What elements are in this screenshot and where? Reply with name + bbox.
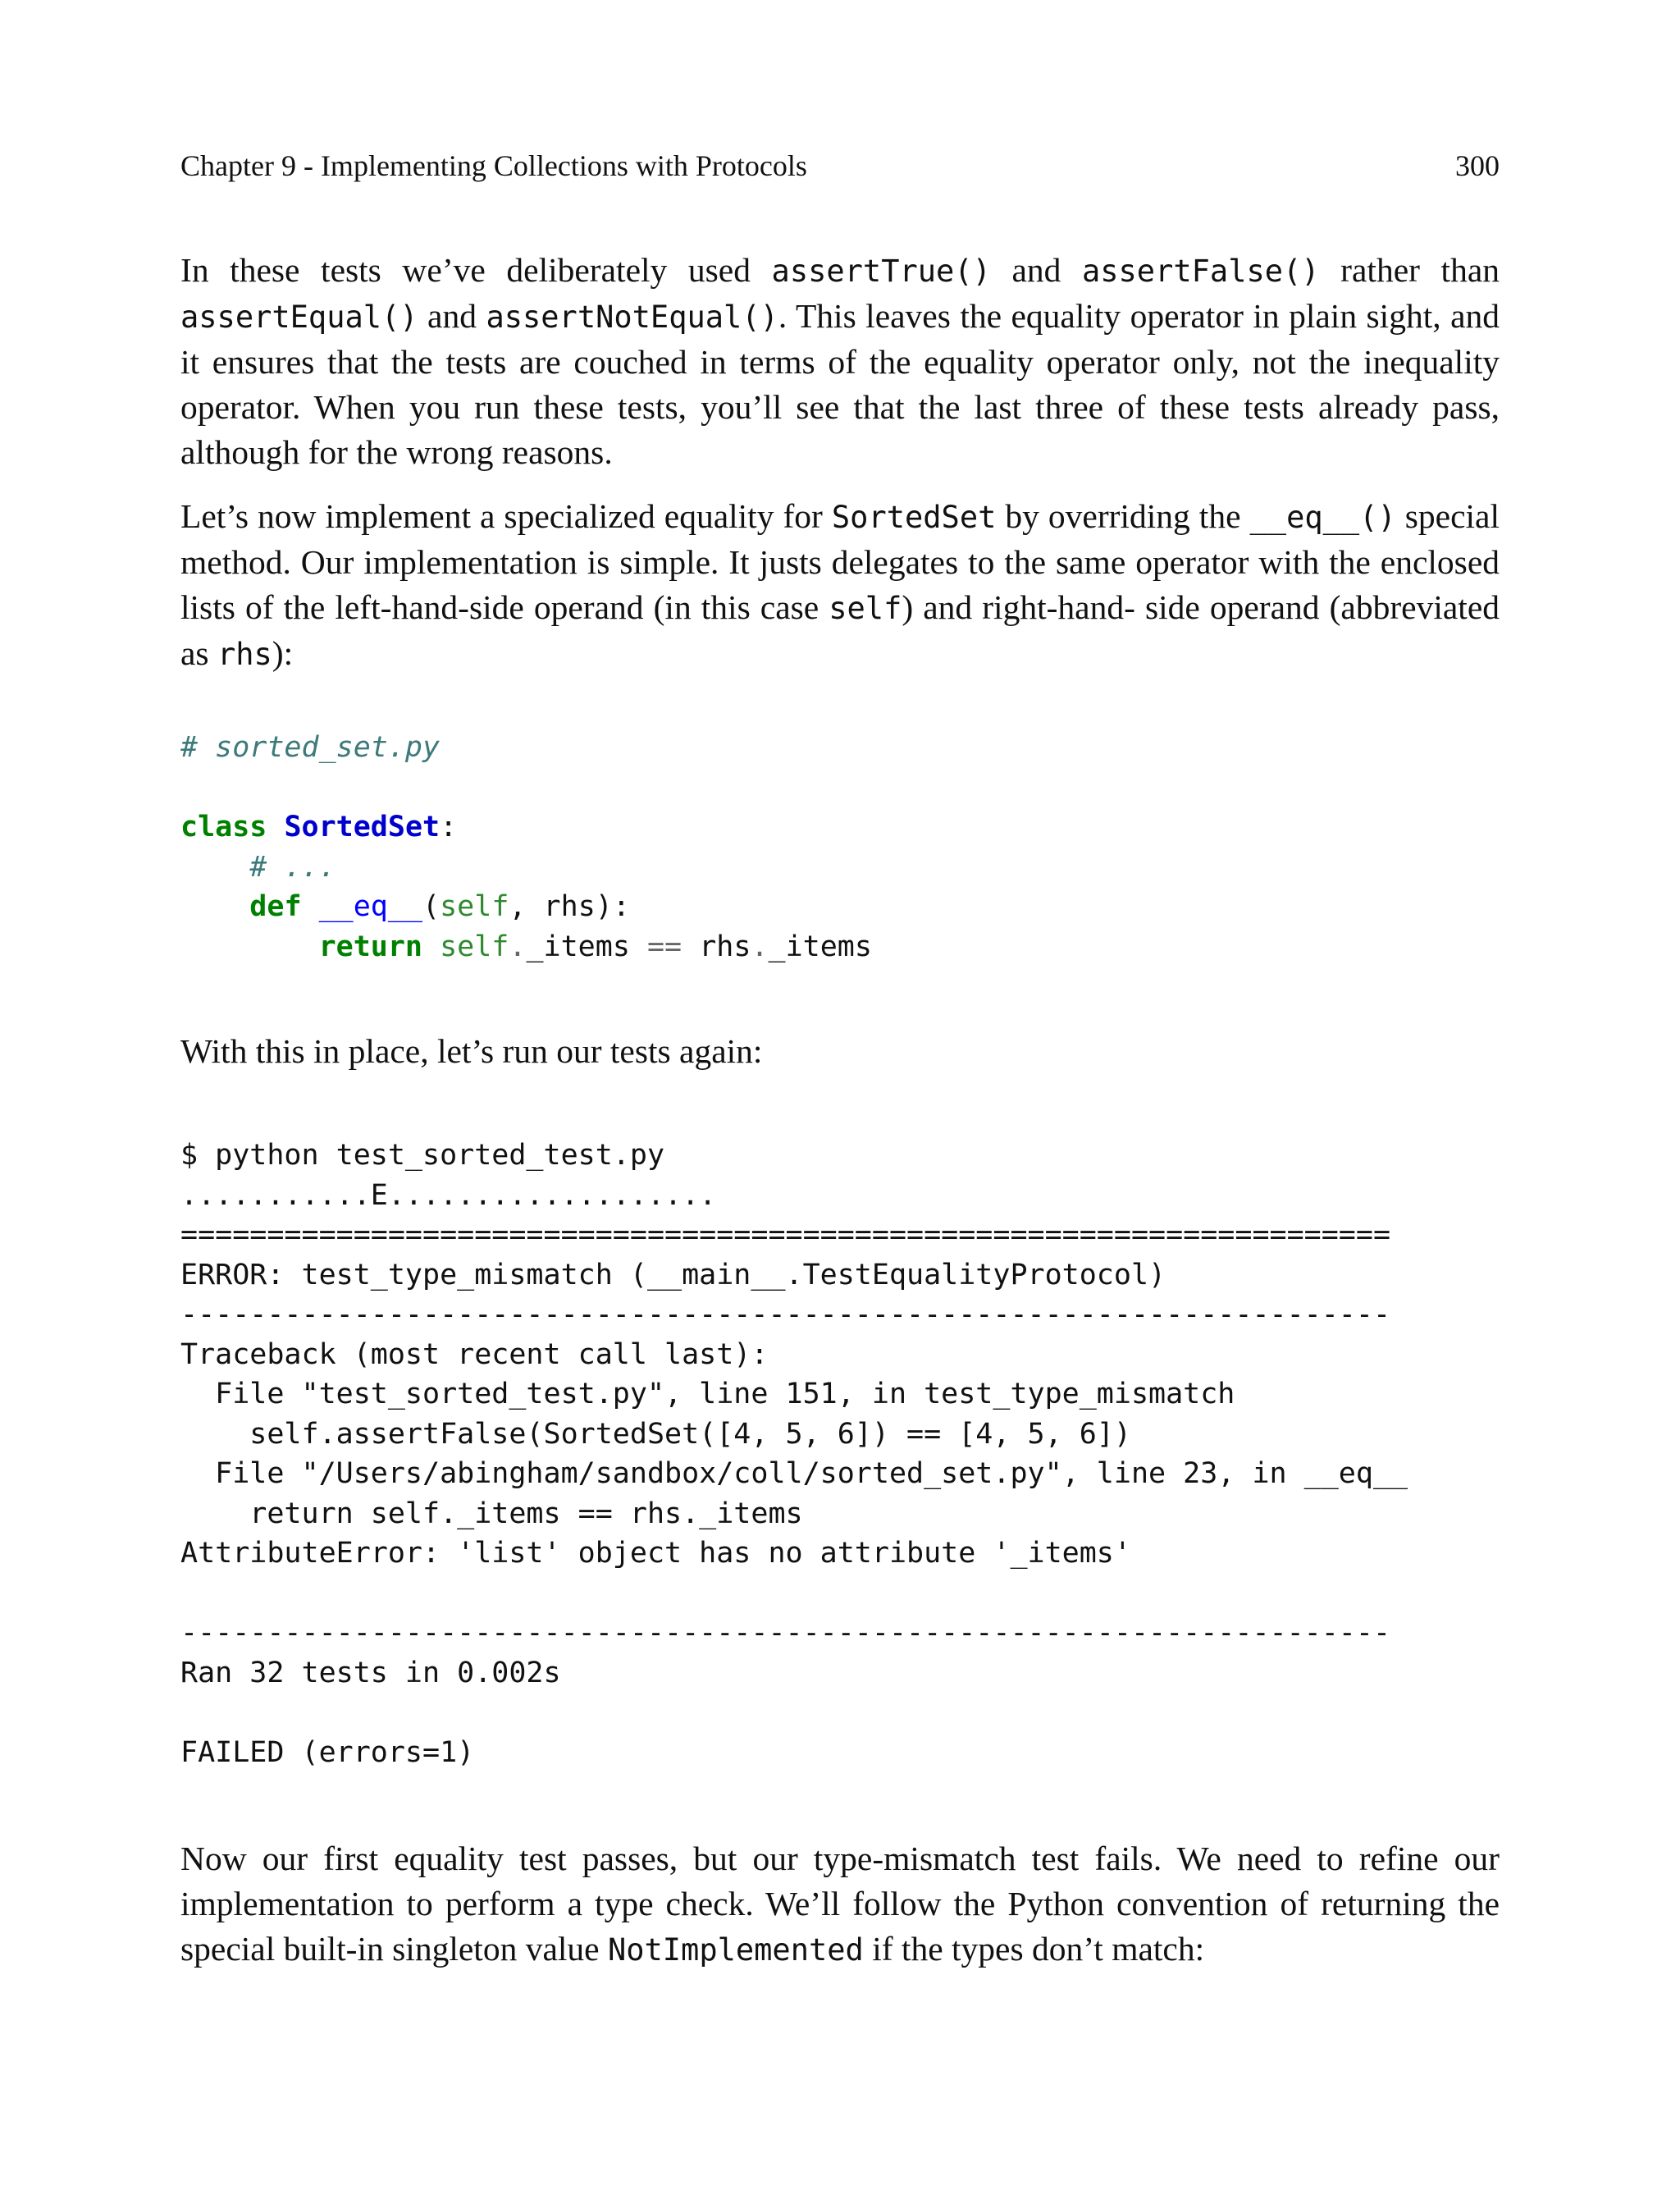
code-keyword: def	[249, 890, 302, 923]
terminal-line: self.assertFalse(SortedSet([4, 5, 6]) == [4, 5, 6])	[180, 1417, 1131, 1451]
terminal-line: AttributeError: 'list' object has no attribute '_items'	[180, 1537, 1131, 1570]
paragraph-text: ):	[272, 634, 294, 672]
inline-code: NotImplemented	[607, 1932, 864, 1968]
code-line	[180, 887, 1500, 927]
code-comment: # sorted_set.py	[180, 731, 441, 764]
paragraph-run-tests: With this in place, let’s run our tests again:	[180, 1032, 763, 1070]
paragraph-assert-methods	[180, 248, 1500, 475]
terminal-line: Ran 32 tests in 0.002s	[180, 1656, 561, 1689]
code-self: self	[440, 890, 509, 923]
paragraph-text: by overriding the	[996, 497, 1250, 535]
paragraph-text: Now our first equality test passes, but our type-mismatch test fails. We need to refine our implementation to perform a type check. We’ll follow the Python convention of returning the special built-in singleton value	[180, 1840, 1500, 1968]
terminal-line	[180, 1574, 1500, 1614]
terminal-line: ERROR: test_type_mismatch (__main__.TestEqualityProtocol)	[180, 1258, 1166, 1291]
code-line-blank	[180, 768, 1500, 808]
inline-code: assertFalse()	[1081, 254, 1320, 289]
terminal-output	[180, 1136, 1500, 1772]
inline-code: assertNotEqual()	[486, 299, 778, 335]
terminal-line: ...........E...................	[180, 1178, 717, 1212]
code-attribute: _items	[768, 930, 872, 963]
terminal-line: File "/Users/abingham/sandbox/coll/sorted_set.py", line 23, in __eq__	[180, 1457, 1408, 1490]
code-line	[180, 807, 1500, 848]
paragraph-text: . This leaves the equality operator in plain sight, and it ensures that the tests are couched in terms of the equality operator only, not the inequality operator. When you run these tests, you’ll see that the last three of these tests already pass, although for the wrong reasons.	[180, 297, 1500, 471]
terminal-line	[180, 1693, 1500, 1733]
paragraph-text: and	[990, 251, 1082, 289]
terminal-line: ======================================================================	[180, 1218, 1391, 1251]
terminal-line: ----------------------------------------------------------------------	[180, 1298, 1391, 1331]
code-function-name: __eq__	[318, 890, 423, 923]
paragraph-text: In these tests we’ve deliberately used	[180, 251, 772, 289]
terminal-line: FAILED (errors=1)	[180, 1735, 475, 1769]
code-operator: .	[751, 930, 769, 963]
code-listing-sorted-set	[180, 728, 1500, 967]
paragraph-type-check	[180, 1836, 1500, 1972]
code-punct: :	[440, 811, 458, 843]
paragraph-text: and	[418, 297, 486, 335]
inline-code: assertEqual()	[180, 299, 418, 335]
code-operator: ==	[646, 930, 682, 963]
paragraph-text: ) and right-hand- side operand (abbreviated as	[180, 588, 1500, 672]
code-keyword: return	[318, 930, 423, 963]
code-params: , rhs):	[509, 890, 630, 923]
terminal-line: Traceback (most recent call last):	[180, 1337, 769, 1371]
code-line	[180, 728, 1500, 768]
paragraph-eq-implementation	[180, 494, 1500, 677]
code-comment: # ...	[249, 850, 336, 884]
paragraph-text: rather than	[1319, 251, 1500, 289]
paragraph-text: Let’s now implement a specialized equality for	[180, 497, 832, 535]
code-indent	[180, 851, 249, 884]
inline-code: rhs	[217, 637, 272, 672]
terminal-line: File "test_sorted_test.py", line 151, in test_type_mismatch	[180, 1378, 1235, 1410]
paragraph-text: special method. Our implementation is simple. It justs delegates to the same operator with the enclosed lists of the left-hand-side operand (in this case	[180, 497, 1500, 626]
code-indent	[180, 890, 249, 923]
terminal-line: ----------------------------------------------------------------------	[180, 1616, 1391, 1649]
inline-code: __eq__()	[1249, 500, 1396, 535]
paragraph-text: if the types don’t match:	[863, 1930, 1205, 1968]
code-line	[180, 927, 1500, 967]
code-line	[180, 848, 1500, 888]
inline-code: self	[829, 591, 902, 626]
code-self: self	[440, 930, 509, 963]
code-class-name: SortedSet	[284, 811, 441, 843]
terminal-line: return self._items == rhs._items	[180, 1497, 803, 1530]
chapter-title: Chapter 9 - Implementing Collections with Protocols	[180, 149, 807, 182]
code-punct: (	[422, 890, 441, 923]
inline-code: assertTrue()	[771, 254, 991, 289]
code-identifier: rhs	[699, 930, 751, 963]
terminal-line: $ python test_sorted_test.py	[180, 1139, 665, 1172]
code-indent	[180, 930, 319, 963]
code-attribute: _items	[526, 930, 630, 963]
code-operator: .	[509, 930, 527, 963]
code-keyword: class	[180, 811, 267, 843]
inline-code: SortedSet	[831, 500, 997, 535]
page-number: 300	[1455, 149, 1500, 182]
page-header	[180, 145, 1500, 186]
